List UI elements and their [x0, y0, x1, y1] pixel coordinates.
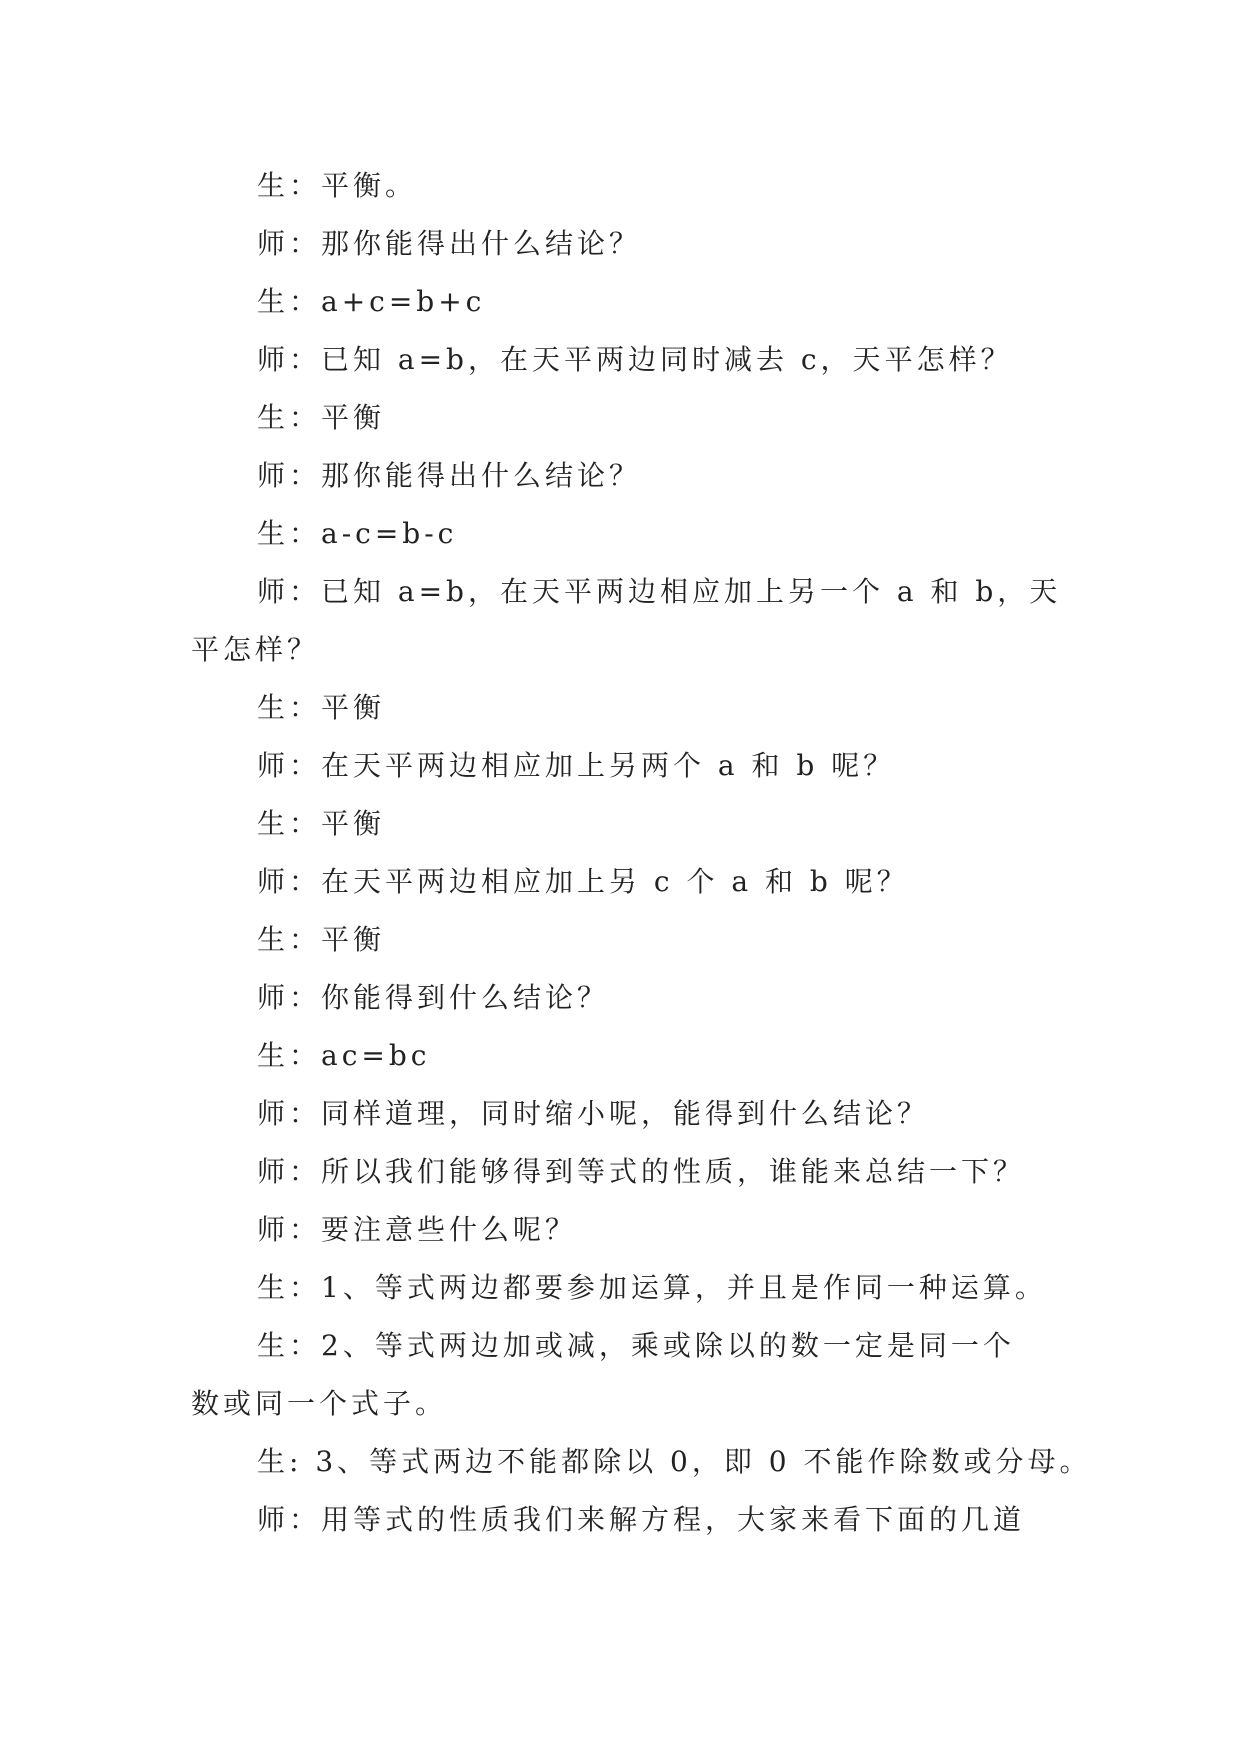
paragraph-line: 生：ac=bc — [257, 1039, 431, 1072]
paragraph-line: 师：你能得到什么结论？ — [257, 981, 610, 1014]
paragraph-line: 师：已知 a=b，在天平两边相应加上另一个 a 和 b，天 — [257, 575, 1062, 608]
paragraph-line: 师：所以我们能够得到等式的性质，谁能来总结一下？ — [257, 1155, 1026, 1188]
paragraph-continuation-line: 数或同一个式子。 — [191, 1387, 448, 1420]
paragraph-line: 生：平衡 — [257, 691, 386, 724]
paragraph-line: 师：那你能得出什么结论？ — [257, 227, 642, 260]
paragraph-continuation-line: 平怎样？ — [191, 633, 320, 666]
paragraph-line: 生：平衡 — [257, 923, 386, 956]
paragraph-line: 生：a-c=b-c — [257, 517, 458, 550]
paragraph-line: 师：同样道理，同时缩小呢，能得到什么结论？ — [257, 1097, 930, 1130]
paragraph-line: 师：在天平两边相应加上另两个 a 和 b 呢？ — [257, 749, 896, 782]
paragraph-line: 生: 3、等式两边不能都除以 0，即 0 不能作除数或分母。 — [257, 1445, 1092, 1478]
paragraph-line: 师：已知 a=b，在天平两边同时减去 c，天平怎样？ — [257, 343, 1013, 376]
document-body — [191, 157, 1092, 1549]
paragraph-line: 生：平衡 — [257, 401, 386, 434]
paragraph-line: 师：要注意些什么呢？ — [257, 1213, 578, 1246]
paragraph-line: 师：在天平两边相应加上另 c 个 a 和 b 呢？ — [257, 865, 909, 898]
paragraph-line: 生：平衡。 — [257, 169, 418, 202]
paragraph-line: 师：用等式的性质我们来解方程，大家来看下面的几道 — [257, 1503, 1026, 1536]
paragraph-line: 生：1、等式两边都要参加运算，并且是作同一种运算。 — [257, 1271, 1047, 1304]
paragraph-line: 师：那你能得出什么结论？ — [257, 459, 642, 492]
paragraph-line: 生：2、等式两边加或减，乘或除以的数一定是同一个 — [257, 1329, 1015, 1362]
paragraph-line: 生：平衡 — [257, 807, 386, 840]
paragraph-line: 生：a+c=b+c — [257, 285, 486, 318]
